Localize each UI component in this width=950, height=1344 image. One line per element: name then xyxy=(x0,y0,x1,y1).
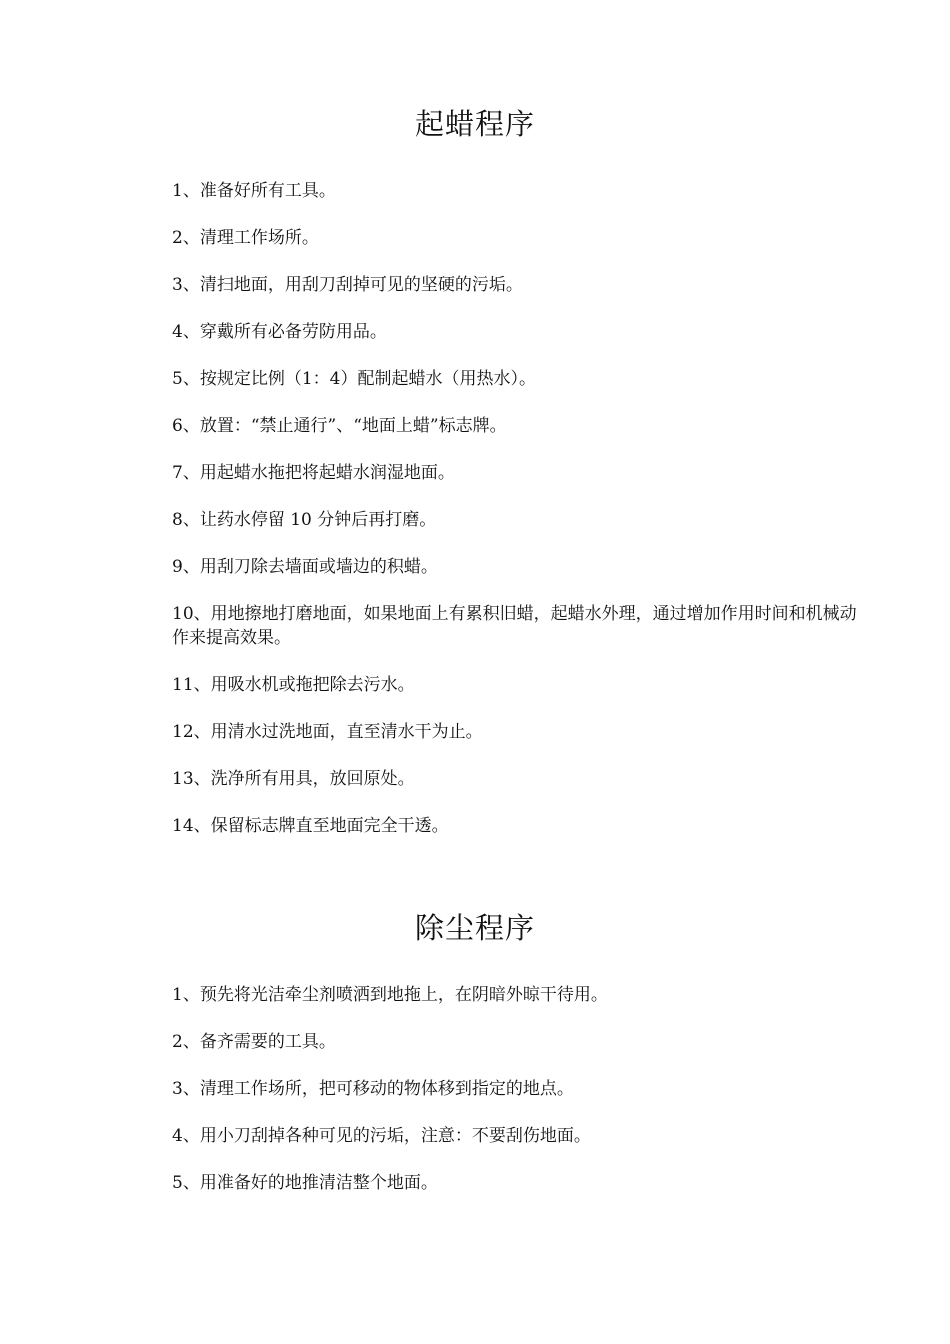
list-item: 12、用清水过洗地面，直至清水干为止。 xyxy=(172,722,483,742)
list-item: 2、清理工作场所。 xyxy=(172,228,319,248)
waxing-steps-list xyxy=(172,179,872,838)
list-item: 14、保留标志牌直至地面完全干透。 xyxy=(172,816,449,836)
list-item: 8、让药水停留 10 分钟后再打磨。 xyxy=(172,510,437,530)
list-item: 9、用刮刀除去墙面或墙边的积蜡。 xyxy=(172,557,438,577)
list-item: 3、清理工作场所，把可移动的物体移到指定的地点。 xyxy=(172,1079,574,1099)
list-item: 3、清扫地面，用刮刀刮掉可见的坚硬的污垢。 xyxy=(172,275,523,295)
list-item: 4、穿戴所有必备劳防用品。 xyxy=(172,322,387,342)
list-item: 5、用准备好的地推清洁整个地面。 xyxy=(172,1173,438,1193)
list-item: 13、洗净所有用具，放回原处。 xyxy=(172,769,415,789)
list-item: 11、用吸水机或拖把除去污水。 xyxy=(172,675,415,695)
list-item: 6、放置：“禁止通行”、“地面上蜡”标志牌。 xyxy=(172,416,507,436)
list-item: 4、用小刀刮掉各种可见的污垢，注意：不要刮伤地面。 xyxy=(172,1126,591,1146)
dust-removal-steps-list xyxy=(172,983,872,1195)
list-item: 1、预先将光洁牵尘剂喷洒到地拖上，在阴暗外晾干待用。 xyxy=(172,985,608,1005)
list-item: 5、按规定比例（1：4）配制起蜡水（用热水）。 xyxy=(172,369,536,389)
section-title-dust-removal: 除尘程序 xyxy=(414,911,535,945)
list-item: 7、用起蜡水拖把将起蜡水润湿地面。 xyxy=(172,463,455,483)
list-item: 10、用地擦地打磨地面，如果地面上有累积旧蜡，起蜡水外理，通过增加作用时间和机械动作来提高效果。 xyxy=(172,604,857,648)
list-item: 2、备齐需要的工具。 xyxy=(172,1032,336,1052)
section-title-waxing: 起蜡程序 xyxy=(414,107,535,141)
list-item: 1、准备好所有工具。 xyxy=(172,181,336,201)
